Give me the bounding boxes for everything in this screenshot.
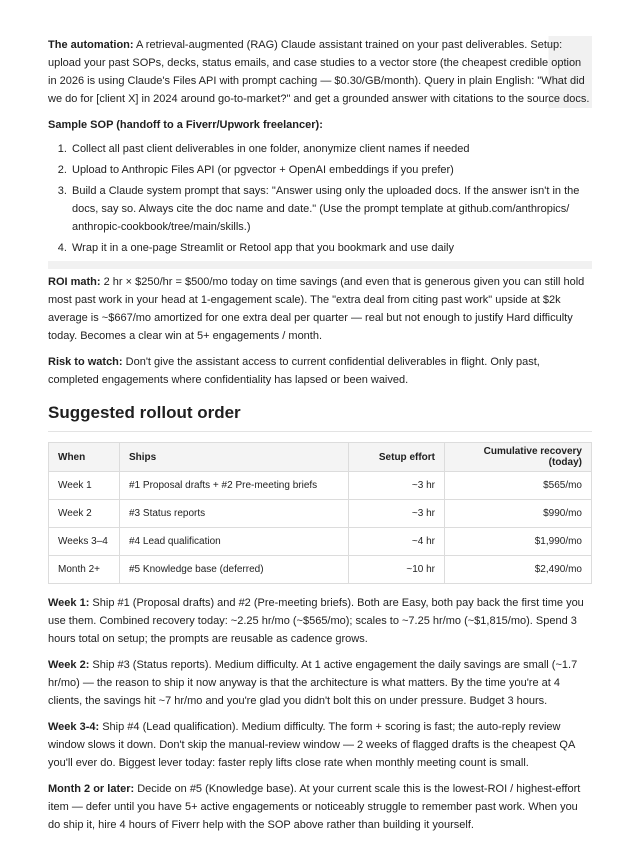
cell-when: Week 2 xyxy=(49,500,120,528)
table-header-row xyxy=(49,443,592,472)
risk-text: Don't give the assistant access to current confidential deliverables in flight. Only past, completed engagements where confidentiality has lapsed or been waived. xyxy=(48,356,540,386)
cell-ships: #4 Lead qualification xyxy=(120,528,349,556)
sop-step-2: 2. Upload to Anthropic Files API (or pgvector + OpenAI embeddings if you prefer) xyxy=(70,161,592,179)
week-2-paragraph xyxy=(48,656,592,710)
cell-effort: ~3 hr xyxy=(349,500,445,528)
week-1-paragraph xyxy=(48,594,592,648)
table-row xyxy=(49,500,592,528)
document-page xyxy=(48,36,592,842)
title-rule xyxy=(48,431,592,432)
month-2-label: Month 2 or later: xyxy=(48,783,135,795)
sop-step-4: 4. Wrap it in a one-page Streamlit or Retool app that you bookmark and use daily xyxy=(70,239,592,257)
month-2-text: Decide on #5 (Knowledge base). At your current scale this is the lowest-ROI / highest-effort item — defer until you have 5+ active engagements or noticeably struggle to remember past work. When you do ship it, hire 4 hours of Fiverr help with the SOP above rather than building it yourself. xyxy=(48,783,581,831)
week-3-4-text: Ship #4 (Lead qualification). Medium difficulty. The form + scoring is fast; the auto-reply review window slows it down. Don't skip the manual-review window — 2 weeks of flagged drafts is the cheapest QA you'll ever do. Biggest lever today: faster reply lifts close rate when monthly meeting count is small. xyxy=(48,721,575,769)
table-row xyxy=(49,528,592,556)
cell-when: Month 2+ xyxy=(49,556,120,584)
roi-paragraph xyxy=(48,273,592,345)
automation-label: The automation: xyxy=(48,39,134,51)
shaded-divider xyxy=(48,261,592,269)
week-2-label: Week 2: xyxy=(48,659,90,671)
cell-effort: ~3 hr xyxy=(349,472,445,500)
sop-step-1: 1. Collect all past client deliverables in one folder, anonymize client names if needed xyxy=(70,140,592,158)
automation-paragraph xyxy=(48,36,592,108)
cell-effort: ~4 hr xyxy=(349,528,445,556)
week-1-label: Week 1: xyxy=(48,597,90,609)
week-1-text: Ship #1 (Proposal drafts) and #2 (Pre-meeting briefs). Both are Easy, both pay back the first time you use them. Combined recovery today: ~2.25 hr/mo (~$565/mo); scales to ~7.25 hr/mo (~$1,815/mo). Spend 3 hours total on setup; the prompts are reusable as cadence grows. xyxy=(48,597,584,645)
roi-label: ROI math: xyxy=(48,276,101,288)
header-ships: Ships xyxy=(120,443,349,472)
header-when: When xyxy=(49,443,120,472)
cell-recovery: $565/mo xyxy=(445,472,592,500)
table-row xyxy=(49,472,592,500)
risk-label: Risk to watch: xyxy=(48,356,123,368)
cell-when: Weeks 3–4 xyxy=(49,528,120,556)
risk-paragraph xyxy=(48,353,592,389)
month-2-paragraph xyxy=(48,780,592,834)
cell-recovery: $1,990/mo xyxy=(445,528,592,556)
week-3-4-label: Week 3-4: xyxy=(48,721,100,733)
table-row xyxy=(49,556,592,584)
cell-ships: #3 Status reports xyxy=(120,500,349,528)
cell-ships: #1 Proposal drafts + #2 Pre-meeting briefs xyxy=(120,472,349,500)
sop-steps-list xyxy=(48,140,592,257)
cell-recovery: $2,490/mo xyxy=(445,556,592,584)
sop-step-3: 3. Build a Claude system prompt that says: "Answer using only the uploaded docs. If the answer isn't in the docs, say so. Always cite the doc name and date." (Use the prompt template at github.com/anthropics/ anthropic-cookbook/tree/main/skills.) xyxy=(70,182,592,236)
header-setup-effort: Setup effort xyxy=(349,443,445,472)
header-cumulative-recovery: Cumulative recovery (today) xyxy=(445,443,592,472)
rollout-title: Suggested rollout order xyxy=(48,403,241,422)
week-2-text: Ship #3 (Status reports). Medium difficulty. At 1 active engagement the daily savings are small (~1.7 hr/mo) — the reason to ship it now anyway is that the architecture is what matters. By the time you're at 4 clients, the savings hit ~7 hr/mo and you're glad you didn't bolt this on under pressure. Budget 3 hours. xyxy=(48,659,578,707)
cell-when: Week 1 xyxy=(49,472,120,500)
automation-text: A retrieval-augmented (RAG) Claude assistant trained on your past deliverables. Setup: upload your past SOPs, decks, status emails, and case studies to a vector store (the cheapest credible option in 2026 is using Claude's Files API with prompt caching — $0.30/GB/month). Query in plain English: "What did we do for [client X] in 2024 around go-to-market?" and get a grounded answer with citations to the source docs. xyxy=(48,39,590,105)
cell-ships: #5 Knowledge base (deferred) xyxy=(120,556,349,584)
roi-text: 2 hr × $250/hr = $500/mo today on time savings (and even that is generous given you can still hold most past work in your head at 1-engagement scale). The "extra deal from citing past work" upside at $2k average is ~$667/mo amortized for one extra deal per quarter — real but not enough to justify Hard difficulty today. Becomes a clear win at 5+ engagements / month. xyxy=(48,276,585,342)
cell-recovery: $990/mo xyxy=(445,500,592,528)
week-3-4-paragraph xyxy=(48,718,592,772)
sop-heading: Sample SOP (handoff to a Fiverr/Upwork freelancer): xyxy=(48,119,323,131)
cell-effort: ~10 hr xyxy=(349,556,445,584)
rollout-table xyxy=(48,442,592,584)
